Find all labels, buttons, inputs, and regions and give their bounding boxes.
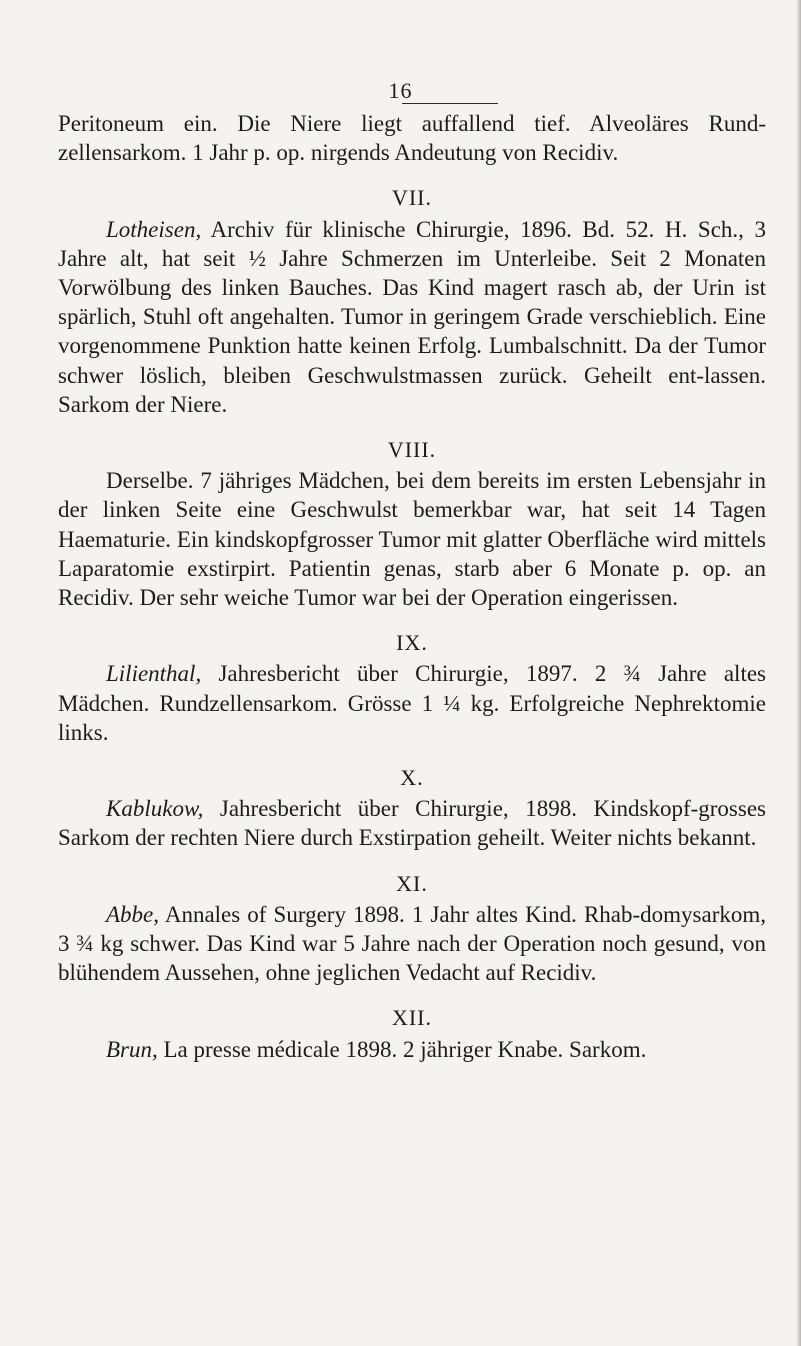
section-paragraph xyxy=(58,900,766,988)
section-paragraph xyxy=(58,466,766,612)
section-heading: XI. xyxy=(396,870,428,896)
section-ix xyxy=(58,628,766,747)
section-text: Jahresbericht über Chirurgie, 1898. Kindskopf-grosses Sarkom der rechten Niere durch Exstirpation geheilt. Weiter nichts bekannt. xyxy=(58,796,766,851)
section-heading: IX. xyxy=(396,630,428,656)
opening-paragraph: Peritoneum ein. Die Niere liegt auffallend tief. Alveoläres Rund-zellensarkom. 1 Jahr p. op. nirgends Andeutung von Recidiv. xyxy=(58,111,766,166)
page-number: 16 xyxy=(388,78,413,103)
section-x xyxy=(58,763,766,853)
section-text: Jahresbericht über Chirurgie, 1897. 2 ¾ Jahre altes Mädchen. Rundzellensarkom. Grösse 1 ¼ kg. Erfolgreiche Nephrektomie links. xyxy=(58,661,766,745)
section-text: La presse médicale 1898. 2 jähriger Knabe. Sarkom. xyxy=(157,1036,647,1062)
section-xi xyxy=(58,869,766,988)
section-vii xyxy=(58,183,766,419)
author-name: Lilienthal, xyxy=(106,661,202,687)
section-heading: VII. xyxy=(391,185,433,211)
section-xii xyxy=(58,1003,766,1063)
section-paragraph xyxy=(58,1035,766,1064)
section-text: Archiv für klinische Chirurgie, 1896. Bd. 52. H. Sch., 3 Jahre alt, hat seit ½ Jahre Schmerzen im Unterleibe. Seit 2 Monaten Vorwölbung des linken Bauches. Das Kind magert rasch ab, der Urin ist spärlich, Stuhl oft angehalten. Tumor in geringem Grade verschieblich. Eine vorgenommene Punktion hatte keinen Erfolg. Lumbalschnitt. Da der Tumor schwer löslich, bleiben Geschwulstmassen zurück. Geheilt ent-lassen. Sarkom der Niere. xyxy=(58,216,766,417)
section-viii xyxy=(58,435,766,612)
author-name: Lotheisen, xyxy=(106,216,202,242)
section-paragraph xyxy=(58,659,766,747)
author-name: Brun, xyxy=(106,1036,158,1062)
section-text: Derselbe. 7 jähriges Mädchen, bei dem bereits im ersten Lebensjahr in der linken Seite eine Geschwulst bemerkbar war, hat seit 14 Tagen Haematurie. Ein kindskopfgrosser Tumor mit glatter Oberfläche wird mittels Laparatomie exstirpirt. Patientin genas, starb aber 6 Monate p. op. an Recidiv. Der sehr weiche Tumor war bei der Operation eingerissen. xyxy=(58,468,766,611)
author-name: Kablukow, xyxy=(106,796,204,822)
section-text: Annales of Surgery 1898. 1 Jahr altes Kind. Rhab-domysarkom, 3 ¾ kg schwer. Das Kind war 5 Jahre nach der Operation noch gesund, von blühendem Aussehen, ohne jeglichen Vedacht auf Recidiv. xyxy=(58,901,766,986)
section-heading: X. xyxy=(400,765,424,791)
page-number-rule xyxy=(402,103,498,104)
page-edge-shadow xyxy=(796,0,801,1346)
section-heading: VIII. xyxy=(387,437,437,463)
section-paragraph xyxy=(58,215,766,419)
section-paragraph xyxy=(58,794,766,852)
section-heading: XII. xyxy=(391,1005,433,1031)
body-text xyxy=(58,109,766,1064)
author-name: Abbe, xyxy=(106,901,160,927)
